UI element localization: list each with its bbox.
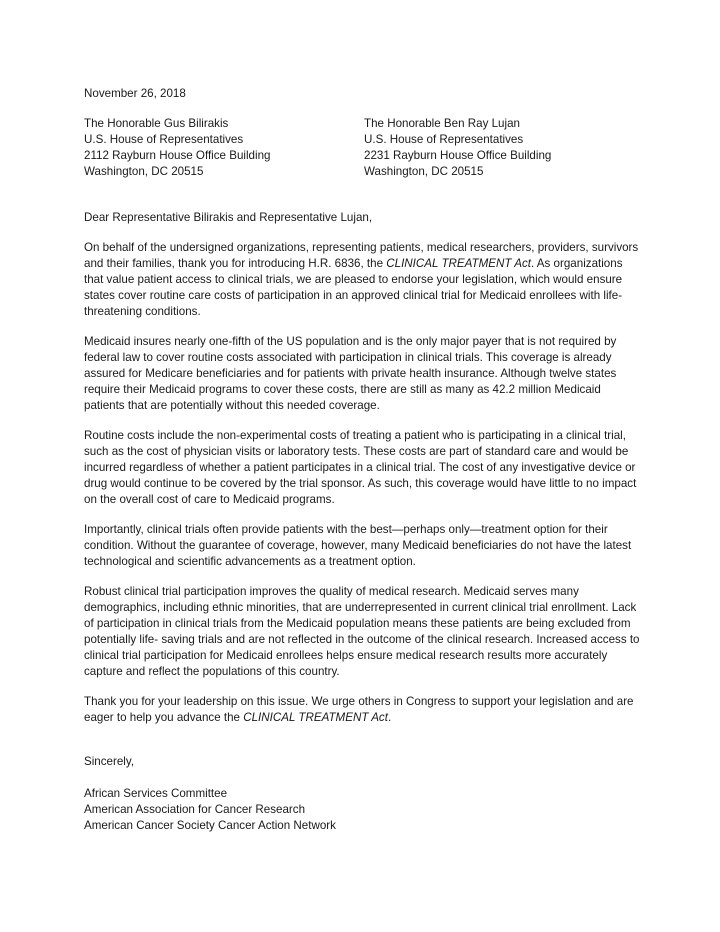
recipient-address-lujan xyxy=(364,116,644,180)
paragraph-research-quality: Robust clinical trial participation improves the quality of medical research. Medicaid serves many demographics, including ethnic minorities, that are underrepresented in current clinical trial enrollment. Lack of participation in clinical trials from the Medicaid population means these patients are being excluded from potentially life- saving trials and are not reflected in the outcome of the clinical research. Increased access to clinical trial participation for Medicaid enrollees helps ensure medical research results more accurately capture and reflect the populations of this country. xyxy=(84,585,640,678)
recipient-building: 2231 Rayburn House Office Building xyxy=(364,149,552,162)
paragraph-medicaid-coverage: Medicaid insures nearly one-fifth of the US population and is the only major payer that is not required by federal law to cover routine costs associated with participation in clinical trials. This coverage is already assured for Medicare beneficiaries and for patients with private health insurance. Although twelve states require their Medicaid programs to cover these costs, there are still as many as 42.2 million Medicaid patients that are potentially without this needed coverage. xyxy=(84,335,617,412)
recipient-name: The Honorable Ben Ray Lujan xyxy=(364,117,520,130)
recipient-city: Washington, DC 20515 xyxy=(84,165,204,178)
signatory: African Services Committee xyxy=(84,787,228,800)
recipient-city: Washington, DC 20515 xyxy=(364,165,484,178)
letter-body xyxy=(84,86,644,834)
closing: Sincerely, xyxy=(84,755,135,768)
act-name: CLINICAL TREATMENT Act xyxy=(243,711,388,724)
act-name: CLINICAL TREATMENT Act xyxy=(386,257,531,270)
recipient-office: U.S. House of Representatives xyxy=(84,133,244,146)
letter-date: November 26, 2018 xyxy=(84,87,186,100)
signatory-list xyxy=(84,786,644,834)
salutation: Dear Representative Bilirakis and Representative Lujan, xyxy=(84,211,373,224)
paragraph-text: Thank you for your leadership on this issue. We urge others in Congress to support your legislation and are eager to help you advance the xyxy=(84,695,634,724)
recipient-office: U.S. House of Representatives xyxy=(364,133,524,146)
signatory: American Association for Cancer Research xyxy=(84,803,306,816)
recipient-addresses xyxy=(84,116,644,180)
paragraph-text: On behalf of the undersigned organizations, representing patients, medical researchers, providers, survivors and their families, thank you for introducing H.R. 6836, the xyxy=(84,241,639,270)
recipient-address-bilirakis xyxy=(84,116,364,180)
paragraph-text: . xyxy=(387,711,392,724)
paragraph-thank-you xyxy=(84,694,644,726)
recipient-building: 2112 Rayburn House Office Building xyxy=(84,149,271,162)
paragraph-endorsement xyxy=(84,240,644,320)
paragraph-text: . As organizations that value patient access to clinical trials, we are pleased to endorse your legislation, which would ensure states cover routine care costs of participation in an approved clinical trial for Medicaid enrollees with life-threatening conditions. xyxy=(84,257,623,318)
paragraph-treatment-option: Importantly, clinical trials often provide patients with the best—perhaps only—treatment option for their condition. Without the guarantee of coverage, however, many Medicaid beneficiaries do not have the latest technological and scientific advancements as a treatment option. xyxy=(84,523,632,568)
paragraph-routine-costs: Routine costs include the non-experimental costs of treating a patient who is participating in a clinical trial, such as the cost of physician visits or laboratory tests. These costs are part of standard care and would be incurred regardless of whether a patient participates in a clinical trial. The cost of any investigative device or drug would continue to be covered by the trial sponsor. As such, this coverage would have little to no impact on the overall cost of care to Medicaid programs. xyxy=(84,429,637,506)
signatory: American Cancer Society Cancer Action Network xyxy=(84,819,336,832)
recipient-name: The Honorable Gus Bilirakis xyxy=(84,117,229,130)
